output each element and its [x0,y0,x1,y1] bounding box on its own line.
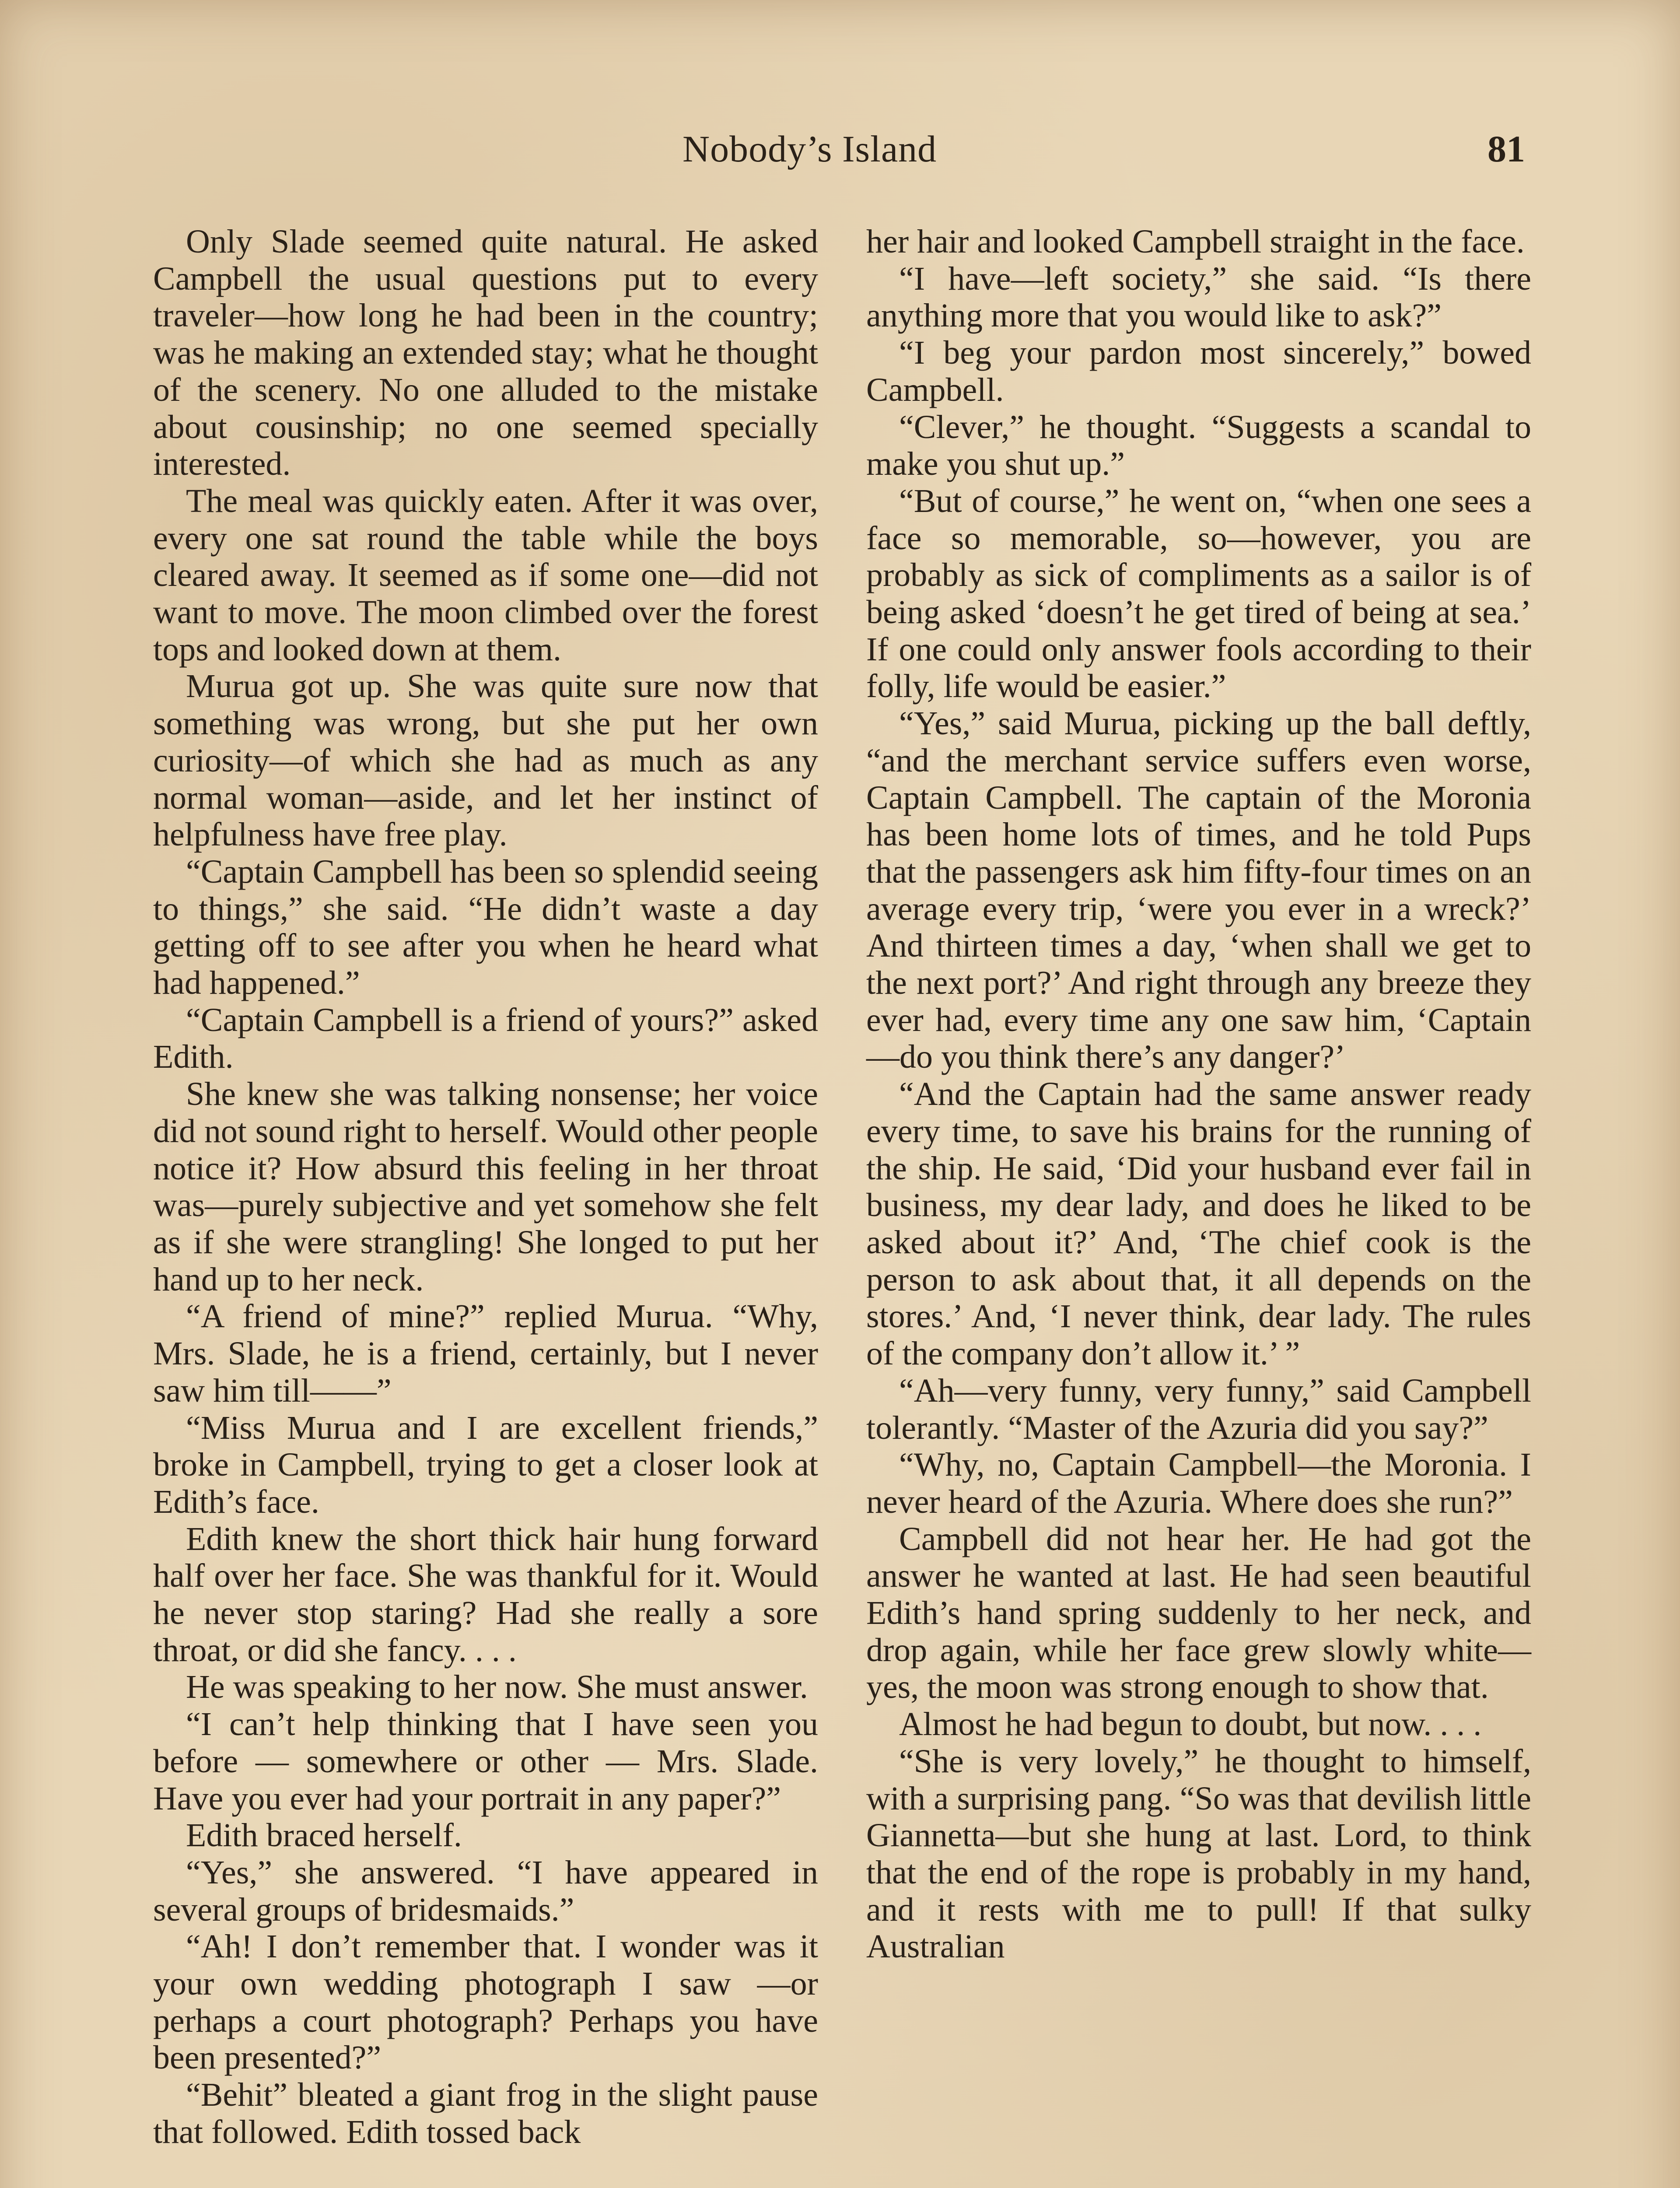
paragraph: “She is very lovely,” he thought to himself, with a surprising pang. “So was that devilish little Giannetta—but she hung at last. Lord, to think that the end of the rope is probably in my hand, and it rests with me to pull! If that sulky Australian [866,1743,1531,1965]
paragraph: “Captain Campbell has been so splendid seeing to things,” she said. “He didn’t waste a day getting off to see after you when he heard what had happened.” [153,853,818,1002]
paragraph: She knew she was talking nonsense; her voice did not sound right to herself. Would other people notice it? How absurd this feeling in her throat was—purely subjective and yet somehow she felt as if she were strangling! She longed to put her hand up to her neck. [153,1076,818,1298]
right-column [866,223,1531,1965]
running-title: Nobody’s Island [682,128,937,170]
paragraph: “I can’t help thinking that I have seen you before — somewhere or other — Mrs. Slade. Have you ever had your portrait in any paper?” [153,1706,818,1817]
paragraph: “Miss Murua and I are excellent friends,” broke in Campbell, trying to get a closer look at Edith’s face. [153,1409,818,1520]
paragraph: “Ah! I don’t remember that. I wonder was it your own wedding photograph I saw —or perhaps a court photograph? Perhaps you have been presented?” [153,1928,818,2076]
paragraph-continued: her hair and looked Campbell straight in the face. [866,223,1525,260]
paragraph: “I beg your pardon most sincerely,” bowed Campbell. [866,334,1531,408]
paragraph: “Captain Campbell is a friend of yours?” asked Edith. [153,1001,818,1076]
paragraph: Almost he had begun to doubt, but now. . . . [899,1706,1482,1743]
paragraph: Murua got up. She was quite sure now that something was wrong, but she put her own curiosity—of which she had as much as any normal woman—aside, and let her instinct of helpfulness have free play. [153,668,818,853]
running-head [0,127,1680,184]
paragraph: “And the Captain had the same answer ready every time, to save his brains for the running of the ship. He said, ‘Did your husband ever fail in business, my dear lady, and does he liked to be asked about it?’ And, ‘The chief cook is the person to ask about that, it all depends on the stores.’ And, ‘I never think, dear lady. The rules of the company don’t allow it.’ ” [866,1076,1531,1372]
page-number: 81 [1488,128,1525,170]
paragraph: Campbell did not hear her. He had got the answer he wanted at last. He had seen beautiful Edith’s hand spring suddenly to her neck, and drop again, while her face grew slowly white—yes, the moon was strong enough to show that. [866,1520,1531,1706]
paragraph: Edith knew the short thick hair hung forward half over her face. She was thankful for it. Would he never stop staring? Had she really a sore throat, or did she fancy. . . . [153,1520,818,1669]
paragraph: “Behit” bleated a giant frog in the slight pause that followed. Edith tossed back [153,2076,818,2150]
paragraph: “Yes,” said Murua, picking up the ball deftly, “and the merchant service suffers even worse, Captain Campbell. The captain of the Moronia has been home lots of times, and he told Pups that the passengers ask him fifty-four times on an average every trip, ‘were you ever in a wreck?’ And thirteen times a day, ‘when shall we get to the next port?’ And right through any breeze they ever had, every time any one saw him, ‘Captain—do you think there’s any danger?’ [866,705,1531,1076]
paragraph: Only Slade seemed quite natural. He asked Campbell the usual questions put to every traveler—how long he had been in the country; was he making an extended stay; what he thought of the scenery. No one alluded to the mistake about cousinship; no one seemed specially interested. [153,223,818,483]
left-column [153,223,818,2151]
paragraph: “Yes,” she answered. “I have appeared in several groups of bridesmaids.” [153,1854,818,1928]
paragraph: Edith braced herself. [186,1817,462,1854]
paragraph: The meal was quickly eaten. After it was over, every one sat round the table while the boys cleared away. It seemed as if some one—did not want to move. The moon climbed over the forest tops and looked down at them. [153,482,818,668]
paragraph: “A friend of mine?” replied Murua. “Why, Mrs. Slade, he is a friend, certainly, but I never saw him till——” [153,1298,818,1409]
paragraph: “I have—left society,” she said. “Is there anything more that you would like to ask?” [866,260,1531,334]
paragraph: “Why, no, Captain Campbell—the Moronia. I never heard of the Azuria. Where does she run?” [866,1446,1531,1520]
paragraph: “Ah—very funny, very funny,” said Campbell tolerantly. “Master of the Azuria did you say?” [866,1372,1531,1446]
paragraph: “Clever,” he thought. “Suggests a scandal to make you shut up.” [866,408,1531,483]
paragraph: “But of course,” he went on, “when one sees a face so memorable, so—however, you are probably as sick of compliments as a sailor is of being asked ‘doesn’t he get tired of being at sea.’ If one could only answer fools according to their folly, life would be easier.” [866,482,1531,705]
paragraph: He was speaking to her now. She must answer. [186,1669,808,1706]
